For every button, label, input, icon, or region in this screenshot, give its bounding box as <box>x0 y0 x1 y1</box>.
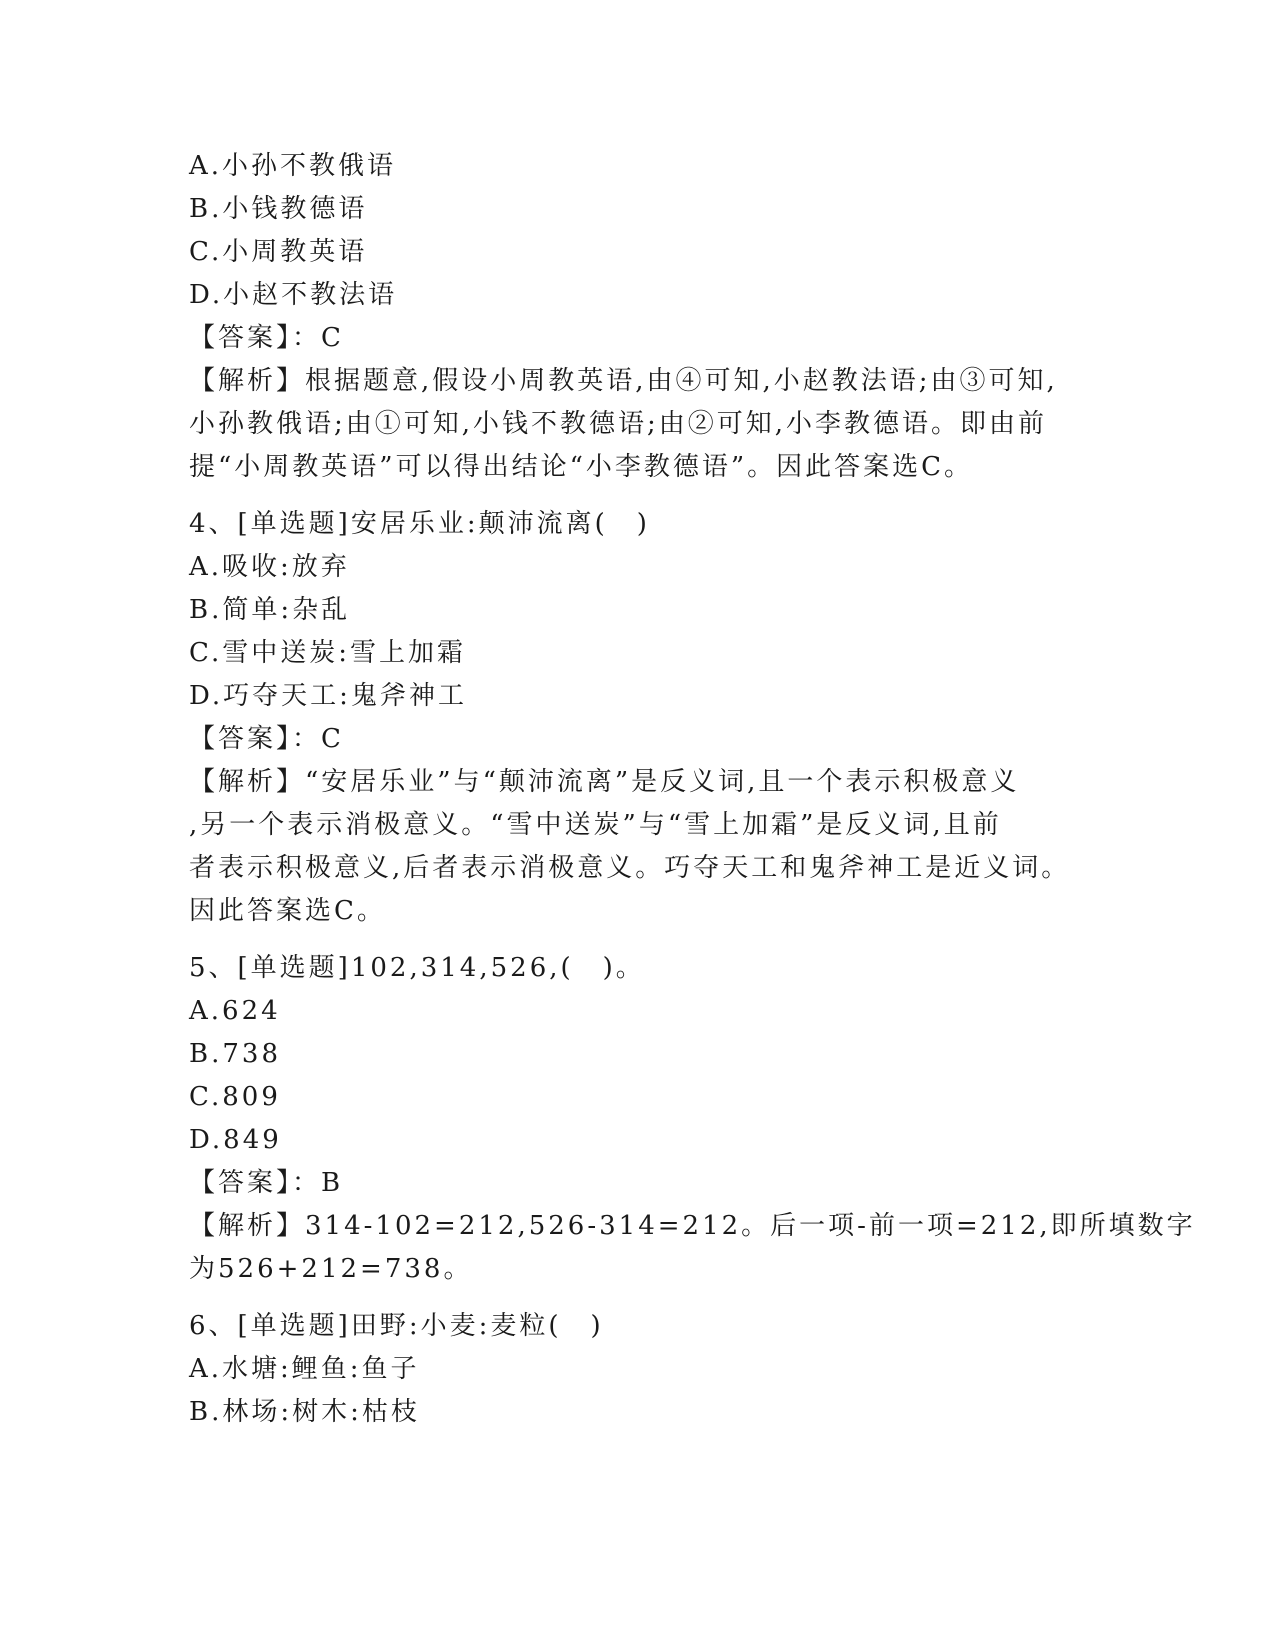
analysis-line: 【解析】“安居乐业”与“颠沛流离”是反义词,且一个表示积极意义 <box>189 767 1020 797</box>
option-c: C.雪中送炭:雪上加霜 <box>189 638 466 668</box>
option-b: B.林场:树木:枯枝 <box>189 1397 420 1427</box>
question-stem: 6、[单选题]田野:小麦:麦粒( ) <box>189 1311 604 1341</box>
option-b: B.小钱教德语 <box>189 194 368 224</box>
analysis-line: 【解析】根据题意,假设小周教英语,由④可知,小赵教法语;由③可知, <box>189 366 1058 396</box>
analysis-line: 【解析】314-102=212,526-314=212。后一项-前一项=212,即所填数字 <box>189 1211 1196 1241</box>
option-a: A.吸收:放弃 <box>189 552 350 582</box>
analysis-line: 者表示积极意义,后者表示消极意义。巧夺天工和鬼斧神工是近义词。 <box>189 853 1071 883</box>
option-c: C.小周教英语 <box>189 237 368 267</box>
option-a: A.624 <box>189 996 281 1026</box>
answer-line: 【答案】：B <box>189 1168 344 1198</box>
analysis-line: ,另一个表示消极意义。“雪中送炭”与“雪上加霜”是反义词,且前 <box>189 810 1002 840</box>
option-b: B.738 <box>189 1039 281 1069</box>
option-a: A.水塘:鲤鱼:鱼子 <box>189 1354 420 1384</box>
option-b: B.简单:杂乱 <box>189 595 351 625</box>
answer-line: 【答案】：C <box>189 323 344 353</box>
question-6-block <box>189 1305 1089 1434</box>
option-c: C.809 <box>189 1082 281 1112</box>
question-stem: 5、[单选题]102,314,526,( )。 <box>189 953 645 983</box>
option-d: D.巧夺天工:鬼斧神工 <box>189 681 467 711</box>
question-5-block <box>189 947 1196 1291</box>
document-page <box>189 145 1196 1434</box>
analysis-line: 为526+212=738。 <box>189 1254 473 1284</box>
question-stem: 4、[单选题]安居乐业:颠沛流离( ) <box>189 509 650 539</box>
analysis-line: 因此答案选C。 <box>189 896 386 926</box>
question-4-block <box>189 503 1089 933</box>
question-3-block <box>189 145 1089 489</box>
analysis-line: 提“小周教英语”可以得出结论“小李教德语”。因此答案选C。 <box>189 452 974 482</box>
answer-line: 【答案】：C <box>189 724 344 754</box>
analysis-line: 小孙教俄语;由①可知,小钱不教德语;由②可知,小李教德语。即由前 <box>189 409 1048 439</box>
option-d: D.小赵不教法语 <box>189 280 398 310</box>
option-a: A.小孙不教俄语 <box>189 151 397 181</box>
option-d: D.849 <box>189 1125 282 1155</box>
